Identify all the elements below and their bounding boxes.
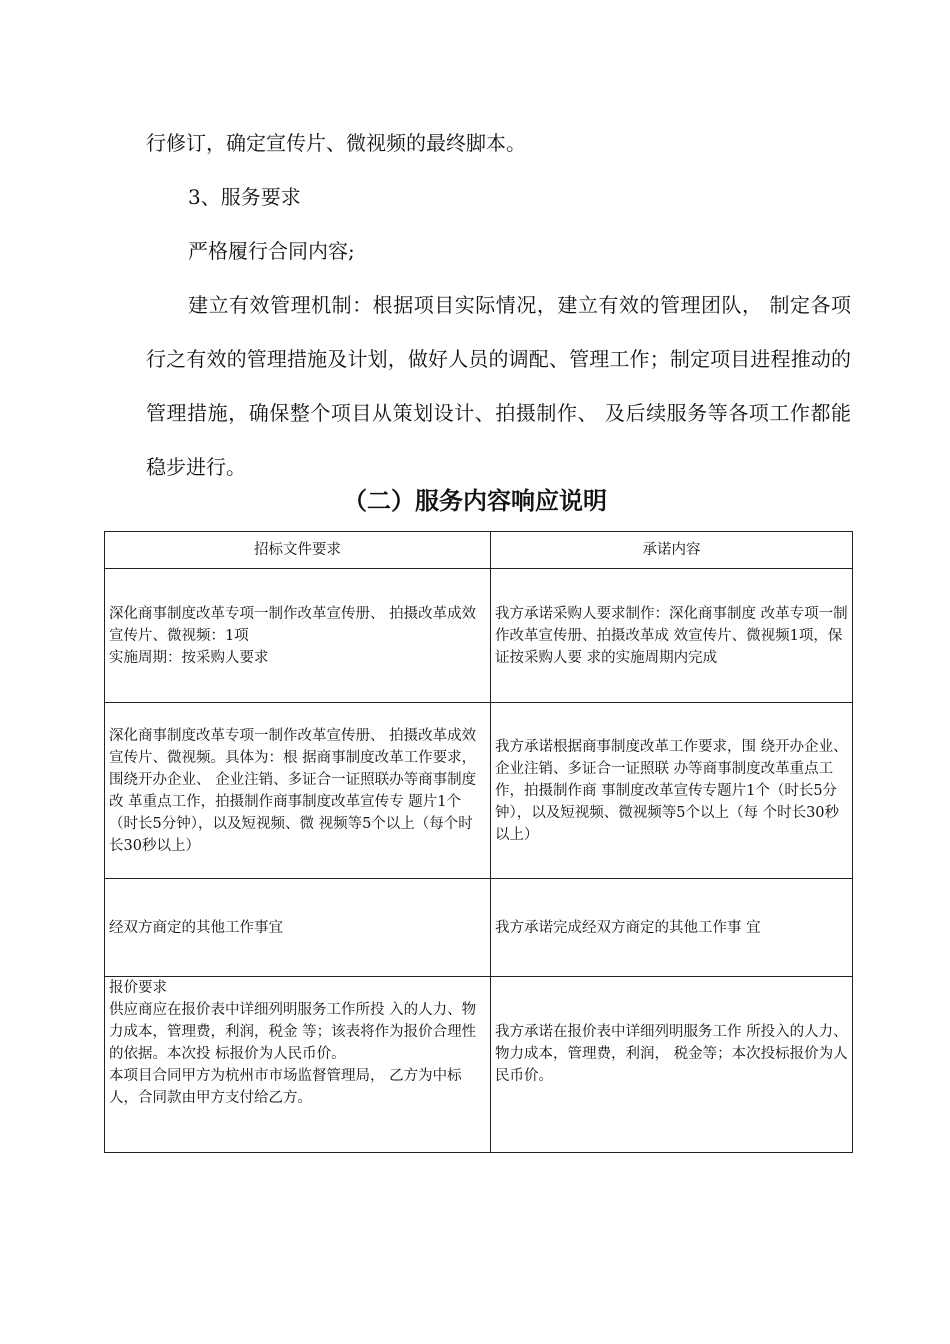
- commitment-cell: [491, 703, 853, 879]
- cell-text: 经双方商定的其他工作事宜: [109, 919, 283, 936]
- table-row: [105, 569, 853, 703]
- table-row: [105, 977, 853, 1153]
- requirement-cell: [105, 977, 491, 1153]
- paragraph-management-mechanism: 建立有效管理机制：根据项目实际情况，建立有效的管理团队， 制定各项行之有效的管理措施及计划，做好人员的调配、管理工作；制定项目进程推动的管理措施，确保整个项目从策划设计、拍摄制作、 及后续服务等各项工作都能稳步进行。: [146, 293, 851, 479]
- cell-text: 报价要求: [109, 980, 167, 996]
- column-header-commitments: 承诺内容: [491, 532, 853, 569]
- section-title: （二）服务内容响应说明: [343, 486, 607, 515]
- table-row: [105, 879, 853, 977]
- cell-text: 本项目合同甲方为杭州市市场监督管理局， 乙方为中标人，合同款由甲方支付给乙方。: [109, 1068, 462, 1106]
- cell-text: 我方承诺采购人要求制作：深化商事制度 改革专项一制作改革宣传册、拍摄改革成 效宣传片、微视频1项，保证按采购人要 求的实施周期内完成: [495, 605, 848, 666]
- requirement-cell: [105, 569, 491, 703]
- table-row: [105, 703, 853, 879]
- response-table: [104, 531, 853, 1153]
- column-header-requirements: 招标文件要求: [105, 532, 491, 569]
- cell-text: 供应商应在报价表中详细列明服务工作所投 入的人力、物力成本，管理费，利润，税金 等；该表将作为报价合理性的依据。本次投 标报价为人民币价。: [109, 1002, 477, 1062]
- paragraph-contract-fulfillment: 严格履行合同内容;: [188, 239, 355, 263]
- requirement-cell: [105, 703, 491, 879]
- cell-text: 实施周期：按采购人要求: [109, 649, 269, 666]
- cell-text: 我方承诺完成经双方商定的其他工作事 宜: [495, 919, 761, 936]
- requirement-cell: [105, 879, 491, 977]
- cell-text: 我方承诺根据商事制度改革工作要求，围 绕开办企业、企业注销、多证合一证照联 办等商事制度改革重点工作，拍摄制作商 事制度改革宣传专题片1个（时长5分 钟），以及短视频、微视频等5个以上（每 个时长30秒以上）: [495, 738, 848, 843]
- commitment-cell: [491, 977, 853, 1153]
- cell-text: 深化商事制度改革专项一制作改革宣传册、 拍摄改革成效宣传片、微视频：1项: [109, 605, 477, 644]
- paragraph-script-revision: 行修订，确定宣传片、微视频的最终脚本。: [146, 131, 526, 155]
- table-header-row: [105, 532, 853, 569]
- heading-service-requirements: 3、服务要求: [188, 185, 301, 209]
- cell-text: 我方承诺在报价表中详细列明服务工作 所投入的人力、物力成本，管理费，利润， 税金等；本次投标报价为人民币价。: [495, 1024, 848, 1084]
- commitment-cell: [491, 879, 853, 977]
- cell-text: 深化商事制度改革专项一制作改革宣传册、 拍摄改革成效宣传片、微视频。具体为：根 据商事制度改革工作要求，围绕开办企业、 企业注销、多证合一证照联办等商事制度改 革重点工作，拍摄制作商事制度改革宣传专 题片1个（时长5分钟），以及短视频、微 视频等5个以上（每个时长30秒以上）: [109, 727, 477, 854]
- commitment-cell: [491, 569, 853, 703]
